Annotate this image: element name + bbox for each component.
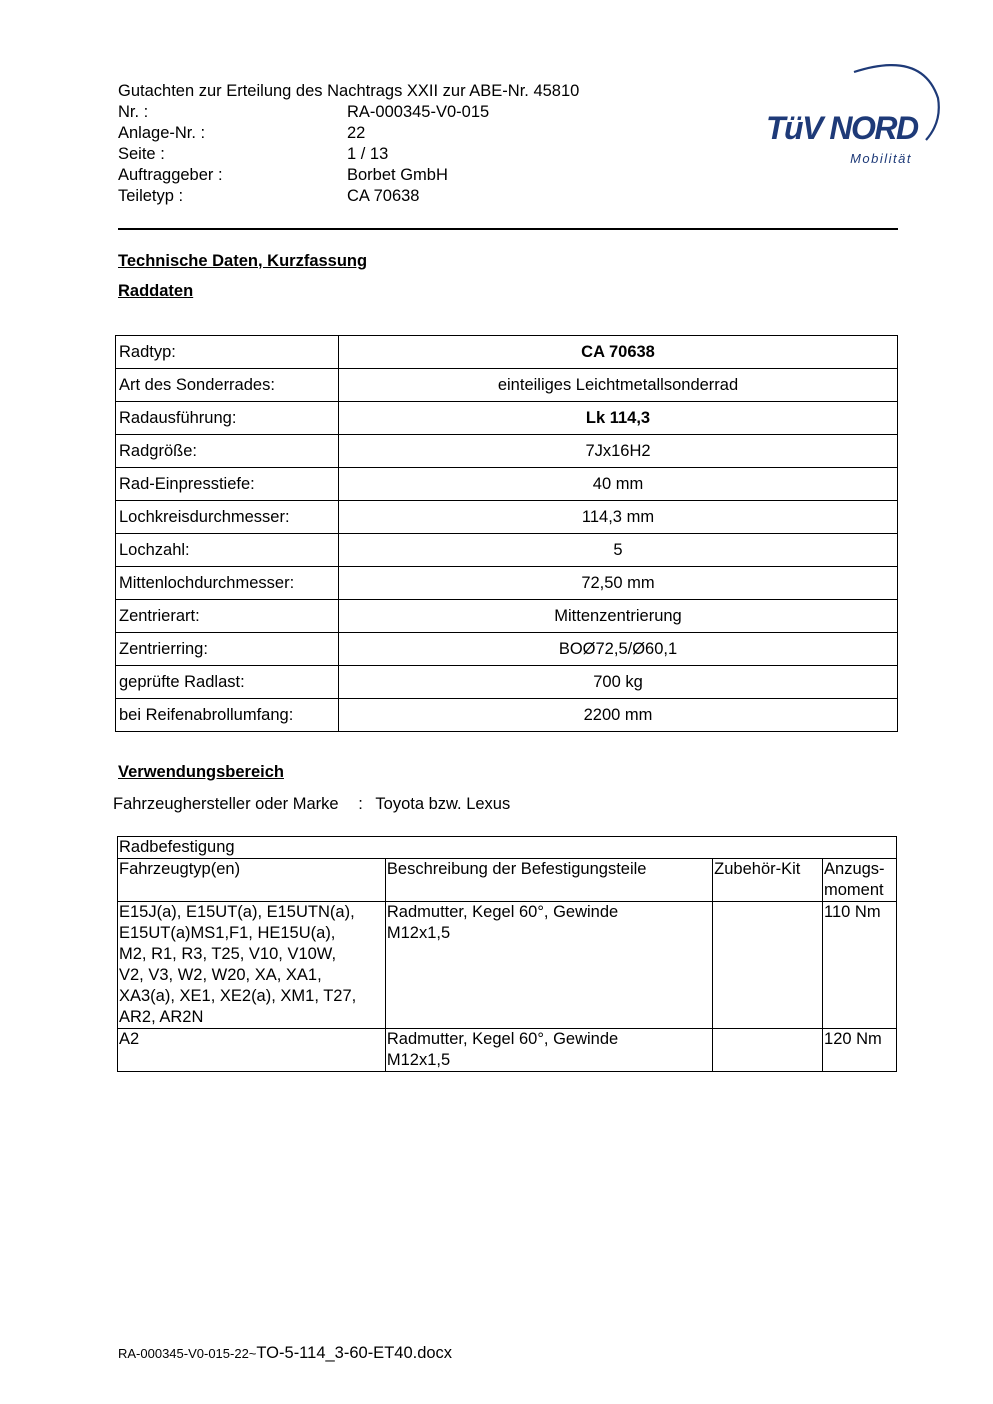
raddaten-label: Zentrierart: bbox=[116, 600, 339, 633]
document-header bbox=[118, 81, 579, 207]
header-label: Nr. : bbox=[118, 103, 149, 121]
document-footer bbox=[118, 1344, 452, 1363]
column-header-fahrzeugtyp: Fahrzeugtyp(en) bbox=[118, 859, 386, 902]
hersteller-line bbox=[113, 795, 510, 814]
header-row-anlage bbox=[118, 123, 579, 144]
raddaten-value: 40 mm bbox=[339, 468, 898, 501]
raddaten-label: Lochkreisdurchmesser: bbox=[116, 501, 339, 534]
header-row-seite bbox=[118, 144, 579, 165]
fahrzeugtyp-line: M2, R1, R3, T25, V10, V10W, bbox=[119, 945, 337, 963]
table-row bbox=[116, 666, 898, 699]
header-label: Teiletyp : bbox=[118, 187, 184, 205]
table-row bbox=[116, 633, 898, 666]
header-row-nr bbox=[118, 102, 579, 123]
beschreibung-cell bbox=[385, 902, 712, 1029]
header-value: CA 70638 bbox=[347, 187, 420, 205]
section-heading-verwendungsbereich: Verwendungsbereich bbox=[118, 763, 284, 781]
raddaten-value: 7Jx16H2 bbox=[339, 435, 898, 468]
fahrzeugtyp-line: E15J(a), E15UT(a), E15UTN(a), bbox=[119, 903, 355, 921]
table-row bbox=[116, 468, 898, 501]
raddaten-value: CA 70638 bbox=[339, 336, 898, 369]
raddaten-label: Radgröße: bbox=[116, 435, 339, 468]
column-header-beschreibung: Beschreibung der Befestigungsteile bbox=[385, 859, 712, 902]
header-line: moment bbox=[824, 881, 884, 899]
raddaten-label: Radtyp: bbox=[116, 336, 339, 369]
fahrzeugtyp-line: A2 bbox=[119, 1030, 140, 1048]
fahrzeugtyp-cell bbox=[118, 1029, 386, 1072]
table-row bbox=[116, 369, 898, 402]
table-row bbox=[116, 336, 898, 369]
zubehoer-kit-cell bbox=[713, 902, 823, 1029]
raddaten-value: Mittenzentrierung bbox=[339, 600, 898, 633]
raddaten-value: 114,3 mm bbox=[339, 501, 898, 534]
hersteller-separator: : bbox=[358, 795, 363, 813]
header-value: 22 bbox=[347, 124, 366, 142]
raddaten-label: geprüfte Radlast: bbox=[116, 666, 339, 699]
fahrzeugtyp-line: E15UT(a)MS1,F1, HE15U(a), bbox=[119, 924, 336, 942]
raddaten-table bbox=[115, 335, 898, 732]
footer-prefix: RA-000345-V0-015-22~ bbox=[118, 1346, 257, 1361]
header-value: 1 / 13 bbox=[347, 145, 389, 163]
header-label: Auftraggeber : bbox=[118, 166, 223, 184]
beschreibung-line: Radmutter, Kegel 60°, Gewinde bbox=[386, 1030, 619, 1048]
beschreibung-line: M12x1,5 bbox=[386, 924, 451, 942]
radbefestigung-table bbox=[117, 836, 897, 1072]
table-row bbox=[116, 567, 898, 600]
zubehoer-kit-cell bbox=[713, 1029, 823, 1072]
header-label: Anlage-Nr. : bbox=[118, 124, 206, 142]
header-value: Borbet GmbH bbox=[347, 166, 448, 184]
raddaten-label: Mittenlochdurchmesser: bbox=[116, 567, 339, 600]
fahrzeugtyp-cell bbox=[118, 902, 386, 1029]
raddaten-label: Rad-Einpresstiefe: bbox=[116, 468, 339, 501]
raddaten-value: 700 kg bbox=[339, 666, 898, 699]
raddaten-label: Radausführung: bbox=[116, 402, 339, 435]
raddaten-label: Zentrierring: bbox=[116, 633, 339, 666]
fahrzeugtyp-line: AR2, AR2N bbox=[119, 1008, 204, 1026]
beschreibung-cell bbox=[385, 1029, 712, 1072]
header-line: Anzugs- bbox=[824, 860, 885, 878]
fahrzeugtyp-line: V2, V3, W2, W20, XA, XA1, bbox=[119, 966, 322, 984]
raddaten-label: Art des Sonderrades: bbox=[116, 369, 339, 402]
table-row bbox=[116, 534, 898, 567]
hersteller-value: Toyota bzw. Lexus bbox=[375, 795, 511, 813]
header-label: Seite : bbox=[118, 145, 165, 163]
header-row-auftraggeber bbox=[118, 165, 579, 186]
table-row bbox=[118, 902, 897, 1029]
beschreibung-line: M12x1,5 bbox=[386, 1051, 451, 1069]
beschreibung-line: Radmutter, Kegel 60°, Gewinde bbox=[386, 903, 619, 921]
table-row bbox=[116, 435, 898, 468]
raddaten-value: 5 bbox=[339, 534, 898, 567]
column-header-zubehoer-kit: Zubehör-Kit bbox=[713, 859, 823, 902]
raddaten-value: 2200 mm bbox=[339, 699, 898, 732]
table-header-row bbox=[118, 859, 897, 902]
header-divider bbox=[118, 228, 898, 230]
fahrzeugtyp-line: XA3(a), XE1, XE2(a), XM1, T27, bbox=[119, 987, 357, 1005]
table-row bbox=[118, 1029, 897, 1072]
table-title-row bbox=[118, 837, 897, 859]
raddaten-value: 72,50 mm bbox=[339, 567, 898, 600]
radbefestigung-title: Radbefestigung bbox=[118, 837, 897, 859]
column-header-anzugsmoment bbox=[823, 859, 897, 902]
table-row bbox=[116, 402, 898, 435]
anzugsmoment-cell: 120 Nm bbox=[823, 1029, 897, 1072]
logo-subtitle-text: Mobilität bbox=[850, 151, 912, 166]
raddaten-value: BOØ72,5/Ø60,1 bbox=[339, 633, 898, 666]
raddaten-label: bei Reifenabrollumfang: bbox=[116, 699, 339, 732]
footer-filename: TO-5-114_3-60-ET40.docx bbox=[256, 1344, 453, 1362]
raddaten-value: einteiliges Leichtmetallsonderrad bbox=[339, 369, 898, 402]
document-title: Gutachten zur Erteilung des Nachtrags XXII zur ABE-Nr. 45810 bbox=[118, 82, 580, 100]
raddaten-value: Lk 114,3 bbox=[339, 402, 898, 435]
header-value: RA-000345-V0-015 bbox=[347, 103, 490, 121]
table-row bbox=[116, 501, 898, 534]
section-heading-raddaten: Raddaten bbox=[118, 282, 194, 300]
anzugsmoment-cell: 110 Nm bbox=[823, 902, 897, 1029]
table-row bbox=[116, 600, 898, 633]
table-row bbox=[116, 699, 898, 732]
hersteller-label: Fahrzeughersteller oder Marke bbox=[113, 795, 339, 813]
logo-brand-text: TüV NORD bbox=[766, 110, 918, 146]
raddaten-label: Lochzahl: bbox=[116, 534, 339, 567]
section-heading-technische-daten: Technische Daten, Kurzfassung bbox=[118, 252, 368, 270]
header-row-teiletyp bbox=[118, 186, 579, 207]
tuv-nord-logo bbox=[762, 58, 942, 170]
